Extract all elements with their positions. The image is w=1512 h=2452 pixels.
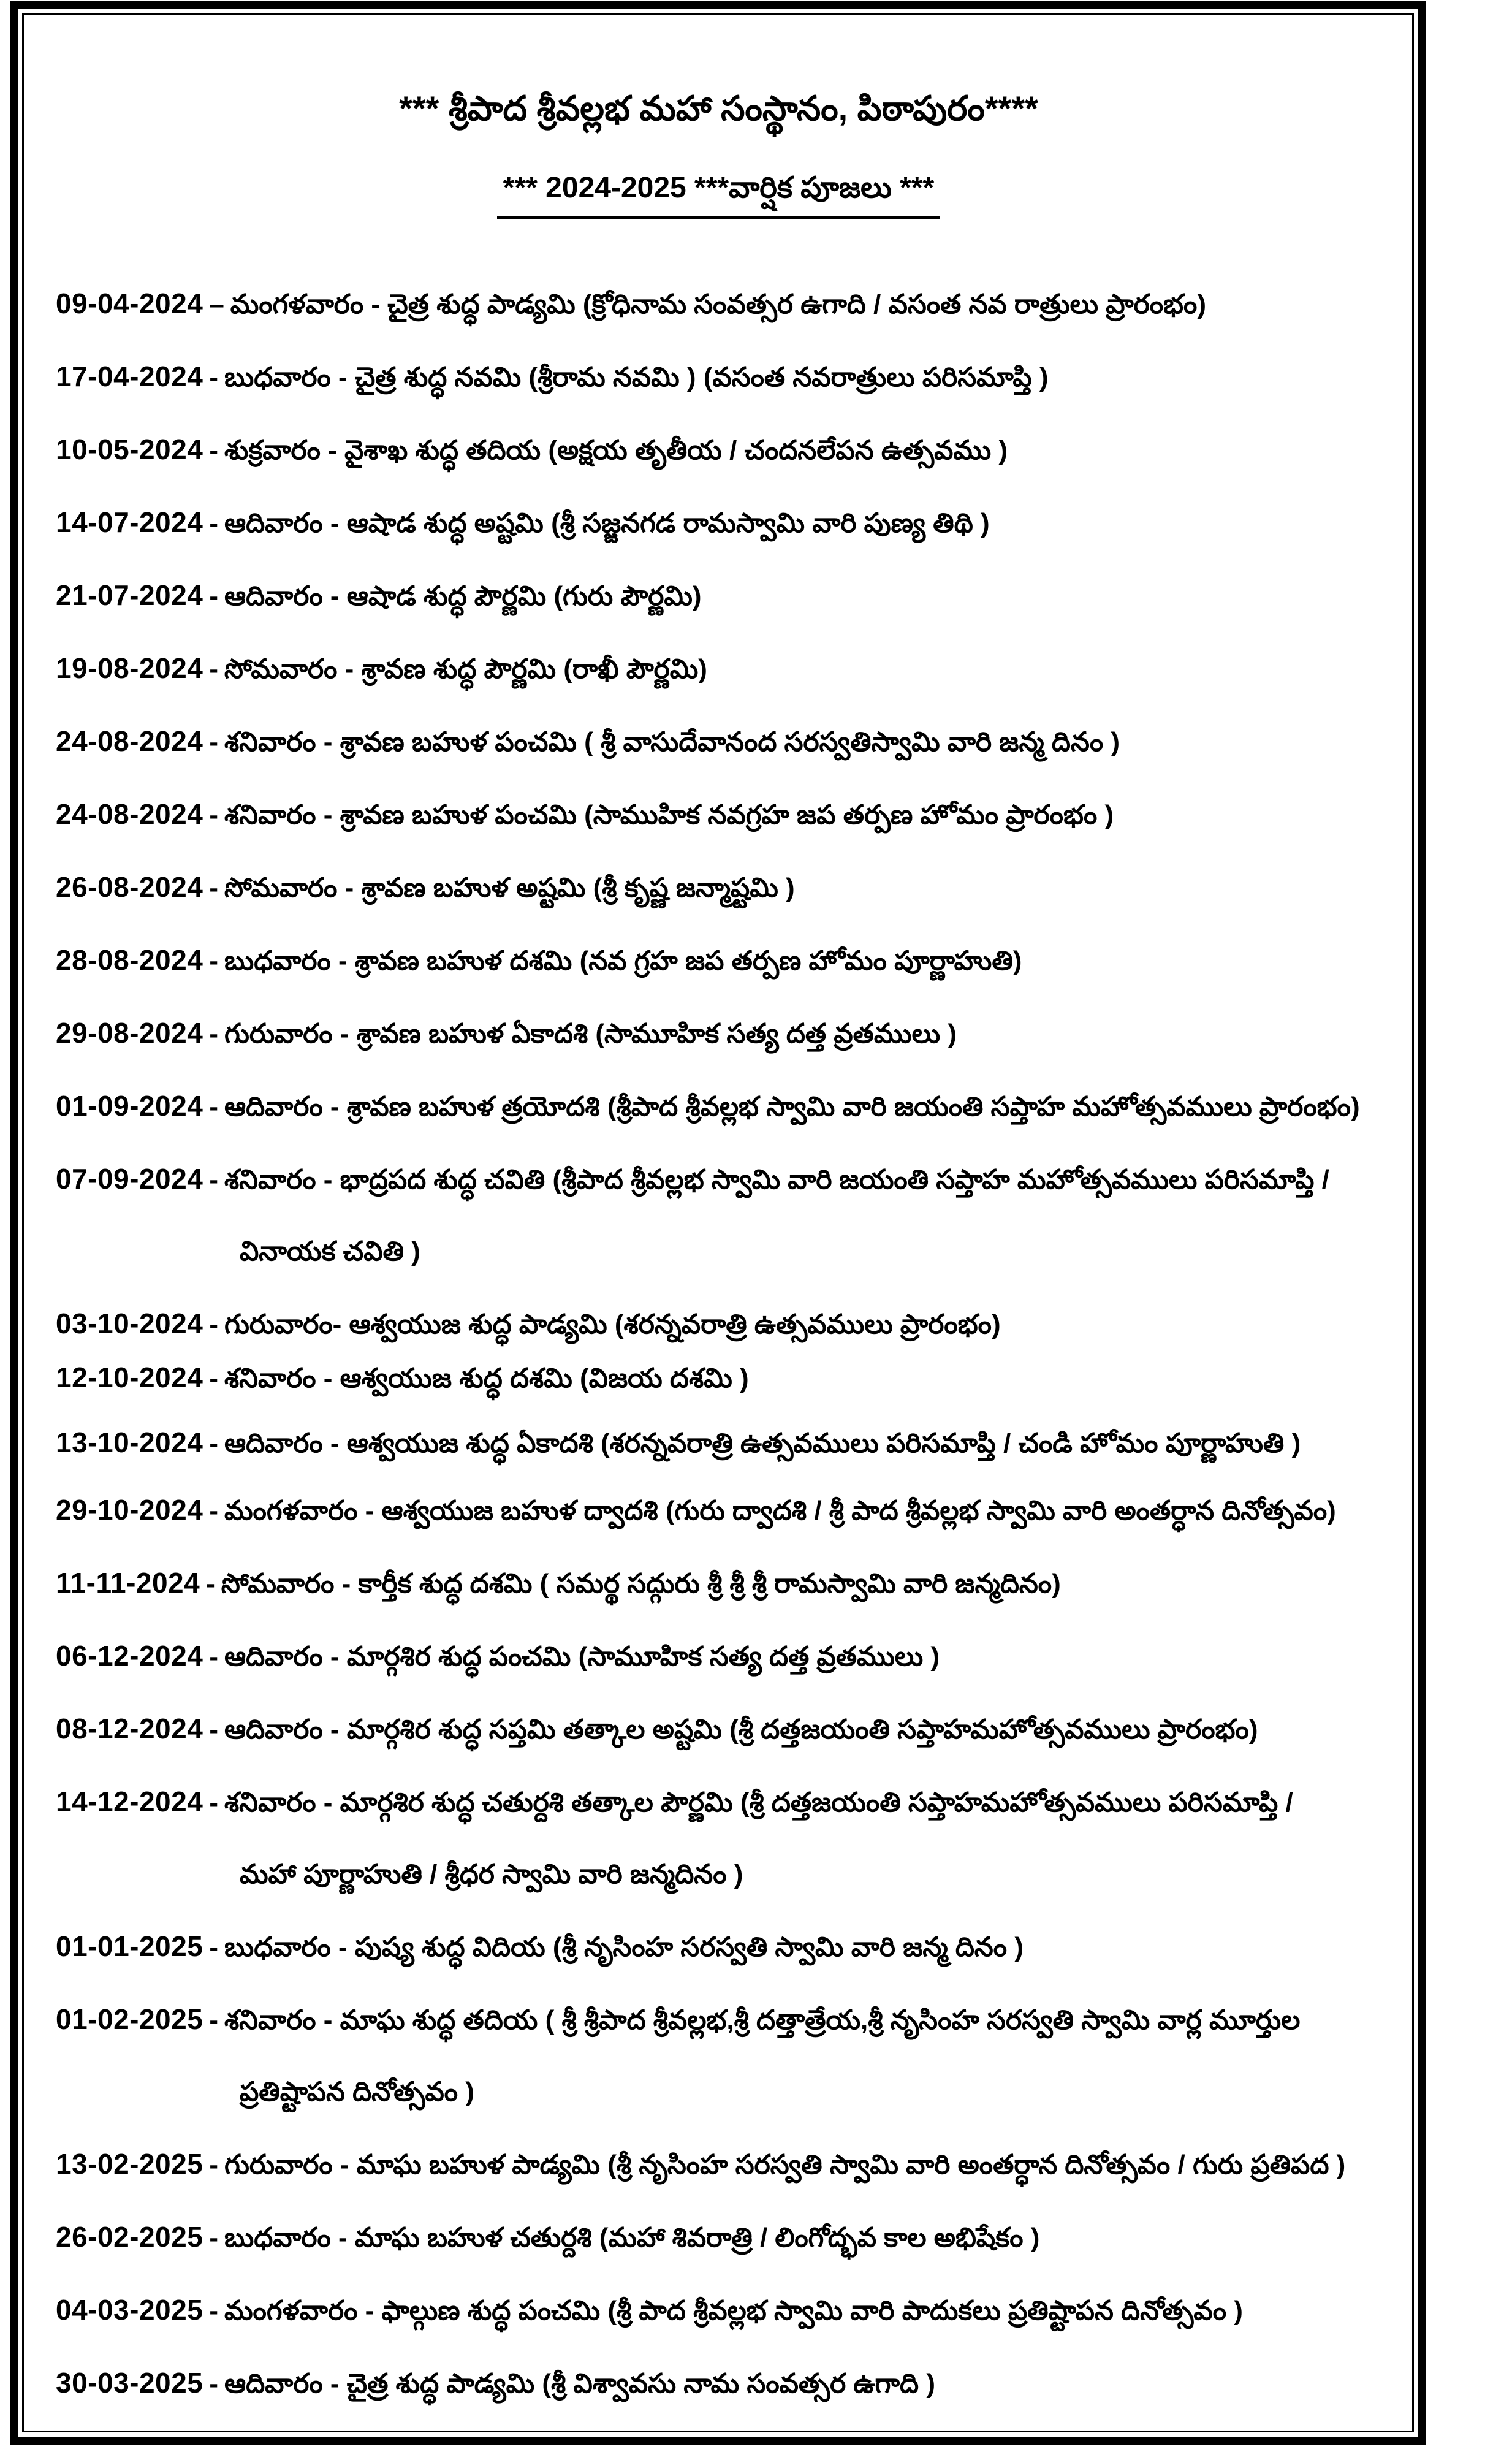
document-page <box>24 15 1412 2431</box>
entry-separator: - <box>209 800 218 830</box>
entry-text: సోమవారం - శ్రావణ శుద్ధ పౌర్ణమి (రాఖీ పౌర్ణమి) <box>224 654 707 684</box>
schedule-row <box>56 1784 1381 1892</box>
entry-separator: - <box>209 1428 218 1458</box>
entry-date: 07-09-2024 <box>56 1163 203 1195</box>
entry-separator: - <box>209 1363 218 1393</box>
schedule-row <box>56 504 1381 541</box>
schedule-row <box>56 2001 1381 2110</box>
page-subtitle: *** 2024-2025 ***వార్షిక పూజలు *** <box>497 171 940 219</box>
entry-date: 09-04-2024 <box>56 287 203 319</box>
entry-separator: - <box>209 946 218 976</box>
entry-continuation: ప్రతిష్టాపన దినోత్సవం ) <box>240 2077 474 2107</box>
page-subtitle-wrap <box>56 171 1381 219</box>
entry-separator: - <box>209 1019 218 1049</box>
schedule-row <box>56 1711 1381 1748</box>
schedule-row <box>56 1425 1381 1461</box>
entry-text: మంగళవారం - ఫాల్గుణ శుద్ధ పంచమి (శ్రీ పాద శ్రీవల్లభ స్వామి వారి పాదుకలు ప్రతిష్టాపన దినోత్సవం ) <box>224 2296 1243 2326</box>
entry-text: శనివారం - శ్రావణ బహుళ పంచమి ( శ్రీ వాసుదేవానంద సరస్వతిస్వామి వారి జన్మ దినం ) <box>224 727 1120 757</box>
entry-separator: – <box>209 289 224 319</box>
entry-separator: - <box>209 727 218 757</box>
entry-continuation: వినాయక చవితి ) <box>240 1236 420 1266</box>
entry-separator: - <box>209 2223 218 2253</box>
entry-separator: - <box>209 362 218 392</box>
entry-text: మంగళవారం - చైత్ర శుద్ధ పాడ్యమి (క్రోధినామ సంవత్సర ఉగాది / వసంత నవ రాత్రులు ప్రారంభం) <box>230 289 1206 319</box>
entry-date: 10-05-2024 <box>56 433 203 465</box>
entry-date: 26-02-2025 <box>56 2221 203 2253</box>
schedule-row <box>56 2292 1381 2329</box>
entry-separator: - <box>209 2150 218 2180</box>
schedule-row <box>56 1638 1381 1675</box>
schedule-row <box>56 1565 1381 1602</box>
entry-date: 04-03-2025 <box>56 2294 203 2326</box>
schedule-row <box>56 432 1381 468</box>
entry-text: శనివారం - భాద్రపద శుద్ధ చవితి (శ్రీపాద శ్రీవల్లభ స్వామి వారి జయంతి సప్తాహ మహోత్సవములు పరిసమాప్తి / <box>224 1165 1329 1195</box>
schedule-row <box>56 723 1381 760</box>
schedule-row <box>56 2219 1381 2256</box>
entry-separator: - <box>209 2369 218 2399</box>
entry-date: 11-11-2024 <box>56 1567 200 1599</box>
entry-continuation: మహా పూర్ణాహుతి / శ్రీధర స్వామి వారి జన్మదినం ) <box>240 1859 743 1889</box>
entry-date: 12-10-2024 <box>56 1361 203 1393</box>
entry-text: శనివారం - మార్గశిర శుద్ధ చతుర్దశి తత్కాల పౌర్ణమి (శ్రీ దత్తజయంతి సప్తాహమహోత్సవములు పరిసమాప్తి / <box>224 1788 1293 1818</box>
entry-date: 03-10-2024 <box>56 1308 203 1339</box>
entry-date: 01-01-2025 <box>56 1930 203 1962</box>
entry-date: 01-09-2024 <box>56 1090 203 1122</box>
entry-separator: - <box>209 873 218 903</box>
entry-date: 21-07-2024 <box>56 579 203 611</box>
entry-separator: - <box>209 1932 218 1962</box>
entry-separator: - <box>209 654 218 684</box>
page-border-inner <box>22 13 1414 2432</box>
entry-text: శనివారం - శ్రావణ బహుళ పంచమి (సాముహిక నవగ్రహ జప తర్పణ హోమం ప్రారంభం ) <box>224 800 1114 830</box>
entry-text: ఆదివారం - ఆశ్వయుజ శుద్ధ ఏకాదశి (శరన్నవరాత్రి ఉత్సవములు పరిసమాప్తి / చండి హోమం పూర్ణాహుతి ) <box>224 1428 1301 1458</box>
entry-text: శనివారం - ఆశ్వయుజ శుద్ధ దశమి (విజయ దశమి ) <box>224 1363 749 1393</box>
schedule-row <box>56 1928 1381 1965</box>
schedule-row <box>56 359 1381 395</box>
entry-date: 24-08-2024 <box>56 798 203 830</box>
entry-date: 26-08-2024 <box>56 871 203 903</box>
entry-text: ఆదివారం - శ్రావణ బహుళ త్రయోదశి (శ్రీపాద శ్రీవల్లభ స్వామి వారి జయంతి సప్తాహ మహోత్సవములు ప్రారంభం) <box>224 1092 1360 1122</box>
entry-separator: - <box>209 1496 218 1526</box>
entry-text: బుధవారం - పుష్య శుద్ధ విదియ (శ్రీ నృసింహ సరస్వతి స్వామి వారి జన్మ దినం ) <box>224 1932 1024 1962</box>
schedule-row <box>56 869 1381 906</box>
entry-separator: - <box>209 1092 218 1122</box>
entry-separator: - <box>209 1309 218 1339</box>
schedule-row <box>56 2146 1381 2183</box>
entry-text: గురువారం - మాఘ బహుళ పాడ్యమి (శ్రీ నృసింహ సరస్వతి స్వామి వారి అంతర్ధాన దినోత్సవం / గురు ప్రతిపద ) <box>224 2150 1346 2180</box>
page-title: *** శ్రీపాద శ్రీవల్లభ మహా సంస్థానం, పిఠాపురం**** <box>399 89 1038 128</box>
schedule-row <box>56 1015 1381 1052</box>
entry-separator: - <box>209 2296 218 2326</box>
entry-date: 06-12-2024 <box>56 1640 203 1672</box>
schedule-row <box>56 1088 1381 1125</box>
schedule-row <box>56 2365 1381 2402</box>
entry-date: 14-07-2024 <box>56 506 203 538</box>
entry-date: 17-04-2024 <box>56 360 203 392</box>
entry-text: గురువారం - శ్రావణ బహుళ ఏకాదశి (సామూహిక సత్య దత్త వ్రతములు ) <box>224 1019 957 1049</box>
entry-separator: - <box>209 581 218 611</box>
puja-schedule-list <box>56 286 1381 2402</box>
schedule-row <box>56 650 1381 687</box>
entry-date: 13-10-2024 <box>56 1426 203 1458</box>
entry-separator: - <box>209 435 218 465</box>
entry-text: ఆదివారం - మార్గశిర శుద్ధ సప్తమి తత్కాల అష్టమి (శ్రీ దత్తజయంతి సప్తాహమహోత్సవములు ప్రారంభం) <box>224 1715 1258 1745</box>
entry-separator: - <box>209 508 218 538</box>
entry-text: ఆదివారం - ఆషాడ శుద్ధ అష్టమి (శ్రీ సజ్జనగడ రామస్వామి వారి పుణ్య తిథి ) <box>224 508 990 538</box>
entry-separator: - <box>209 2005 218 2035</box>
entry-date: 01-02-2025 <box>56 2003 203 2035</box>
entry-text: బుధవారం - మాఘ బహుళ చతుర్దశి (మహా శివరాత్రి / లింగోద్భవ కాల అభిషేకం ) <box>224 2223 1040 2253</box>
entry-date: 29-08-2024 <box>56 1017 203 1049</box>
entry-text: ఆదివారం - ఆషాడ శుద్ధ పౌర్ణమి (గురు పౌర్ణమి) <box>224 581 702 611</box>
entry-separator: - <box>209 1788 218 1818</box>
schedule-row <box>56 942 1381 979</box>
entry-date: 29-10-2024 <box>56 1494 203 1526</box>
schedule-row <box>56 577 1381 614</box>
schedule-row <box>56 1161 1381 1270</box>
entry-separator: - <box>209 1642 218 1672</box>
entry-text: బుధవారం - చైత్ర శుద్ధ నవమి (శ్రీరామ నవమి ) (వసంత నవరాత్రులు పరిసమాప్తి ) <box>224 362 1049 392</box>
entry-text: శనివారం - మాఘ శుద్ధ తదియ ( శ్రీ శ్రీపాద శ్రీవల్లభ,శ్రీ దత్తాత్రేయ,శ్రీ నృసింహ సరస్వతి స్వామి వార్ల మూర్తుల <box>224 2005 1301 2035</box>
entry-date: 30-03-2025 <box>56 2367 203 2399</box>
schedule-row <box>56 1306 1381 1342</box>
page-border-outer <box>10 1 1426 2445</box>
entry-text: శుక్రవారం - వైశాఖ శుద్ధ తదియ (అక్షయ తృతీయ / చందనలేపన ఉత్సవము ) <box>224 435 1008 465</box>
entry-text: బుధవారం - శ్రావణ బహుళ దశమి (నవ గ్రహ జప తర్పణ హోమం పూర్ణాహుతి) <box>224 946 1022 976</box>
entry-date: 08-12-2024 <box>56 1713 203 1745</box>
entry-text: సోమవారం - కార్తీక శుద్ధ దశమి ( సమర్థ సద్గురు శ్రీ శ్రీ శ్రీ రామస్వామి వారి జన్మదినం) <box>221 1569 1061 1599</box>
entry-separator: - <box>209 1715 218 1745</box>
entry-text: గురువారం- ఆశ్వయుజ శుద్ధ పాడ్యమి (శరన్నవరాత్రి ఉత్సవములు ప్రారంభం) <box>224 1309 1001 1339</box>
entry-date: 13-02-2025 <box>56 2148 203 2180</box>
entry-date: 28-08-2024 <box>56 944 203 976</box>
entry-text: మంగళవారం - ఆశ్వయుజ బహుళ ద్వాదశి (గురు ద్వాదశి / శ్రీ పాద శ్రీవల్లభ స్వామి వారి అంతర్ధాన దినోత్సవం) <box>224 1496 1336 1526</box>
schedule-row <box>56 286 1381 322</box>
entry-separator: - <box>206 1569 215 1599</box>
entry-text: ఆదివారం - మార్గశిర శుద్ధ పంచమి (సామూహిక సత్య దత్త వ్రతములు ) <box>224 1642 940 1672</box>
entry-separator: - <box>209 1165 218 1195</box>
schedule-row <box>56 1360 1381 1396</box>
entry-date: 14-12-2024 <box>56 1786 203 1818</box>
entry-text: సోమవారం - శ్రావణ బహుళ అష్టమి (శ్రీ కృష్ణ జన్మాష్టమి ) <box>224 873 795 903</box>
entry-date: 24-08-2024 <box>56 725 203 757</box>
entry-date: 19-08-2024 <box>56 652 203 684</box>
entry-text: ఆదివారం - చైత్ర శుద్ధ పాడ్యమి (శ్రీ విశ్వావసు నామ సంవత్సర ఉగాది ) <box>224 2369 935 2399</box>
schedule-row <box>56 796 1381 833</box>
schedule-row <box>56 1492 1381 1529</box>
